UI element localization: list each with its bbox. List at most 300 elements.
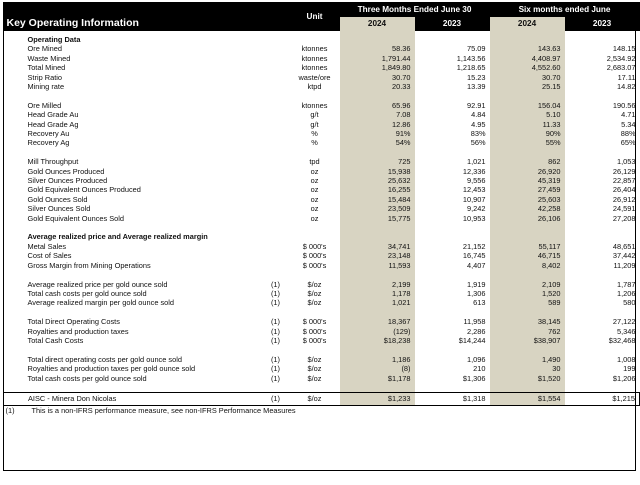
row-value-2: $1,520: [490, 374, 565, 383]
row-unit: ktonnes: [301, 53, 328, 63]
row-value-1: 613: [473, 298, 486, 308]
row-unit: oz: [310, 213, 319, 223]
row-value-1: 210: [473, 364, 486, 374]
row-value-0: (8): [340, 364, 415, 373]
row-value-3: 5,346: [617, 326, 636, 336]
row-value-2: $1,554: [490, 393, 565, 406]
row-value-0: 1,178: [340, 289, 415, 298]
spacer-cell: [340, 270, 415, 279]
row-value-3: 190.56: [612, 100, 636, 110]
spacer-cell: [290, 383, 340, 393]
spacer-cell: [565, 383, 640, 393]
row-unit: ktonnes: [301, 100, 328, 110]
row-label: Ore Milled: [27, 100, 62, 110]
spacer-cell: [290, 232, 340, 241]
year-header-h-2023: 2023: [565, 17, 640, 31]
table-row: [4, 63, 640, 72]
footnote-row: [4, 406, 640, 417]
row-label: Recovery Ag: [27, 138, 70, 148]
row-label: AISC - Minera Don Nicolas: [4, 393, 262, 406]
row-note: (1): [270, 288, 281, 298]
row-unit: $/oz: [307, 279, 322, 289]
header-row-periods: [4, 2, 640, 17]
row-value-1: 4,407: [467, 260, 486, 270]
three-months-header: Three Months Ended June 30: [340, 2, 490, 17]
row-value-3: $1,215: [565, 393, 640, 406]
spacer-cell: [340, 91, 415, 100]
row-unit: ktonnes: [301, 63, 328, 73]
row-unit: $ 000's: [302, 260, 327, 270]
spacer-cell: [415, 91, 490, 100]
row-note: (1): [270, 373, 281, 383]
row-value-2: 42,258: [490, 204, 565, 213]
row-value-2: 2,109: [490, 280, 565, 289]
row-value-3: 26,404: [612, 185, 636, 195]
table-row: [4, 242, 640, 251]
row-value-1: 1,306: [467, 288, 486, 298]
row-note: [262, 120, 290, 129]
spacer-cell: [262, 383, 290, 393]
row-unit: $/oz: [307, 364, 322, 374]
row-value-0: 18,367: [340, 317, 415, 326]
row-value-2: 156.04: [490, 101, 565, 110]
row-value-1: 13.39: [467, 82, 486, 92]
header-note-spacer-2: [262, 17, 290, 31]
row-note: [262, 185, 290, 194]
spacer-cell: [290, 91, 340, 100]
table-row: [4, 336, 640, 345]
row-value-2: 4,408.97: [490, 54, 565, 63]
row-note: (1): [270, 279, 281, 289]
row-unit: $/oz: [307, 373, 322, 383]
table-row: [4, 317, 640, 326]
row-label: Mill Throughput: [27, 157, 79, 167]
row-value-1: 12,453: [462, 185, 486, 195]
spacer-cell: [415, 35, 490, 44]
row-label: Ore Mined: [27, 44, 63, 54]
row-value-1: 16,745: [462, 251, 486, 261]
spacer-cell: [262, 35, 290, 44]
spacer-cell: [415, 270, 490, 279]
row-unit: $ 000's: [302, 335, 327, 345]
row-value-1: 83%: [470, 129, 486, 139]
row-value-1: $1,306: [462, 373, 486, 383]
row-value-1: 1,096: [467, 354, 486, 364]
table-title: Key Operating Information: [4, 2, 262, 31]
row-label: Gold Equivalent Ounces Produced: [27, 185, 141, 195]
row-value-0: 12.86: [340, 120, 415, 129]
row-value-3: 37,442: [612, 251, 636, 261]
row-label: Total Direct Operating Costs: [27, 317, 120, 327]
row-value-2: 26,920: [490, 167, 565, 176]
table-row: [4, 289, 640, 298]
table-row: [4, 73, 640, 82]
row-note: [262, 261, 290, 270]
section-title: Average realized price and Average realized margin: [27, 232, 208, 242]
row-label: Royalties and production taxes: [27, 326, 129, 336]
footnote-text-inner: This is a non-IFRS performance measure, see non-IFRS Performance Measures: [31, 406, 296, 416]
row-value-2: 90%: [490, 129, 565, 138]
row-note: [262, 195, 290, 204]
spacer-cell: [565, 232, 640, 241]
table-row: [4, 120, 640, 129]
row-label: Total cash costs per gold ounce sold: [27, 288, 147, 298]
row-label: Mining rate: [27, 82, 65, 92]
row-value-2: 45,319: [490, 176, 565, 185]
row-value-0: 25,632: [340, 176, 415, 185]
row-value-2: 143.63: [490, 44, 565, 53]
section-title-row: [4, 232, 640, 241]
row-note: [262, 73, 290, 82]
spacer-cell: [262, 223, 290, 232]
row-note: [262, 54, 290, 63]
row-value-0: 20.33: [340, 82, 415, 91]
row-label: Gold Ounces Sold: [27, 194, 88, 204]
spacer-cell: [340, 383, 415, 393]
row-value-1: 10,953: [462, 213, 486, 223]
row-value-0: 30.70: [340, 73, 415, 82]
row-value-2: 27,459: [490, 185, 565, 194]
spacer-row: [4, 270, 640, 279]
row-value-1: 15.23: [467, 72, 486, 82]
row-value-3: 1,206: [617, 288, 636, 298]
table-row: [4, 261, 640, 270]
row-value-1: 1,919: [467, 279, 486, 289]
year-header-q-2024: 2024: [340, 17, 415, 31]
row-value-1: 56%: [470, 138, 486, 148]
row-value-0: 58.36: [340, 44, 415, 53]
spacer-cell: [262, 345, 290, 354]
table-row: [4, 44, 640, 53]
row-value-0: 23,148: [340, 251, 415, 260]
row-value-0: 1,791.44: [340, 54, 415, 63]
spacer-row: [4, 308, 640, 317]
row-value-1: 1,021: [467, 157, 486, 167]
row-unit: $ 000's: [302, 317, 327, 327]
spacer-cell: [565, 270, 640, 279]
year-header-h-2024: 2024: [490, 17, 565, 31]
row-note: [262, 242, 290, 251]
row-value-3: 1,008: [617, 354, 636, 364]
key-operating-information-table: [3, 2, 640, 416]
spacer-cell: [262, 308, 290, 317]
spacer-cell: [490, 148, 565, 157]
row-note: (1): [270, 354, 281, 364]
spacer-cell: [4, 91, 262, 100]
row-unit: $ 000's: [302, 326, 327, 336]
row-note: (1): [270, 317, 281, 327]
row-value-2: 1,490: [490, 355, 565, 364]
row-label: Waste Mined: [27, 53, 71, 63]
table-row: [4, 374, 640, 383]
row-value-3: 148.15: [612, 44, 636, 54]
row-value-0: 1,186: [340, 355, 415, 364]
row-value-3: 14.82: [617, 82, 636, 92]
spacer-cell: [4, 308, 262, 317]
spacer-row: [4, 383, 640, 393]
spacer-cell: [262, 270, 290, 279]
spacer-cell: [340, 35, 415, 44]
header-note-spacer: [262, 2, 290, 17]
spacer-cell: [290, 270, 340, 279]
row-note: [262, 129, 290, 138]
year-header-q-2023: 2023: [415, 17, 490, 31]
row-unit: ktpd: [307, 82, 322, 92]
row-note: [262, 138, 290, 147]
row-value-0: 23,509: [340, 204, 415, 213]
row-label: Cost of Sales: [27, 251, 72, 261]
row-label: Total Cash Costs: [27, 335, 84, 345]
row-label: Head Grade Ag: [27, 119, 79, 129]
row-value-3: 22,857: [612, 176, 636, 186]
row-note: [262, 63, 290, 72]
spacer-cell: [565, 223, 640, 232]
table-row: [4, 298, 640, 307]
spacer-cell: [340, 308, 415, 317]
table-row: [4, 138, 640, 147]
spacer-cell: [415, 232, 490, 241]
six-months-header: Six months ended June: [490, 2, 640, 17]
row-note: [262, 82, 290, 91]
spacer-cell: [565, 35, 640, 44]
row-value-2: 26,106: [490, 214, 565, 223]
table-row: [4, 214, 640, 223]
spacer-row: [4, 148, 640, 157]
spacer-cell: [415, 383, 490, 393]
spacer-row: [4, 223, 640, 232]
row-note: [262, 110, 290, 119]
row-note: [262, 176, 290, 185]
spacer-cell: [415, 148, 490, 157]
spacer-cell: [262, 148, 290, 157]
row-unit: $/oz: [307, 354, 322, 364]
spacer-cell: [490, 223, 565, 232]
spacer-cell: [340, 232, 415, 241]
row-value-3: $32,468: [608, 335, 636, 345]
row-value-1: 21,152: [462, 241, 486, 251]
row-value-3: 17.11: [617, 72, 636, 82]
row-unit: oz: [310, 185, 319, 195]
row-value-3: 27,208: [612, 213, 636, 223]
row-note: (1): [270, 326, 281, 336]
row-value-2: 4,552.60: [490, 63, 565, 72]
spacer-cell: [490, 91, 565, 100]
table-row: [4, 204, 640, 213]
row-unit: oz: [310, 194, 319, 204]
row-note: (1): [262, 393, 290, 406]
table-row: [4, 355, 640, 364]
row-value-1: $1,318: [415, 393, 490, 406]
spacer-cell: [290, 308, 340, 317]
aisc-row: [4, 393, 640, 406]
spacer-cell: [340, 345, 415, 354]
row-label: Metal Sales: [27, 241, 67, 251]
row-unit: $/oz: [307, 288, 322, 298]
table-row: [4, 176, 640, 185]
row-value-2: 55%: [490, 138, 565, 147]
row-value-0: $1,233: [340, 393, 415, 406]
spacer-cell: [490, 35, 565, 44]
row-label: Total direct operating costs per gold ounce sold: [27, 354, 182, 364]
spacer-row: [4, 345, 640, 354]
row-value-0: 65.96: [340, 101, 415, 110]
unit-header: Unit: [290, 2, 340, 31]
row-label: Strip Ratio: [27, 72, 63, 82]
row-value-3: 2,683.07: [606, 63, 636, 73]
spacer-cell: [415, 345, 490, 354]
row-value-0: 16,255: [340, 185, 415, 194]
spacer-cell: [490, 308, 565, 317]
table-row: [4, 54, 640, 63]
row-value-0: (129): [340, 327, 415, 336]
row-value-2: 862: [490, 157, 565, 166]
row-value-2: 38,145: [490, 317, 565, 326]
spacer-cell: [340, 223, 415, 232]
spacer-cell: [490, 270, 565, 279]
row-note: (1): [270, 364, 281, 374]
row-value-3: 11,209: [613, 260, 636, 270]
spacer-cell: [490, 345, 565, 354]
row-unit: tpd: [309, 157, 320, 167]
row-value-0: 2,199: [340, 280, 415, 289]
footnote-marker: (1): [5, 406, 15, 416]
table-row: [4, 101, 640, 110]
row-value-1: 92.91: [467, 100, 486, 110]
row-label: Total cash costs per gold ounce sold: [27, 373, 147, 383]
table-row: [4, 167, 640, 176]
row-unit: g/t: [310, 110, 319, 120]
row-value-0: 725: [340, 157, 415, 166]
row-value-0: 54%: [340, 138, 415, 147]
spacer-cell: [262, 91, 290, 100]
table-row: [4, 280, 640, 289]
row-note: [262, 157, 290, 166]
row-value-0: 15,775: [340, 214, 415, 223]
row-value-2: 25.15: [490, 82, 565, 91]
row-note: (1): [270, 298, 281, 308]
table-row: [4, 157, 640, 166]
row-value-1: 4.95: [471, 119, 486, 129]
row-unit: oz: [310, 166, 319, 176]
row-value-2: $38,907: [490, 336, 565, 345]
row-value-2: 8,402: [490, 261, 565, 270]
spacer-cell: [415, 308, 490, 317]
row-value-3: 27,122: [612, 317, 636, 327]
row-value-0: 91%: [340, 129, 415, 138]
row-value-3: $1,206: [612, 373, 636, 383]
row-value-0: 1,849.80: [340, 63, 415, 72]
spacer-cell: [4, 148, 262, 157]
row-value-0: $1,178: [340, 374, 415, 383]
row-value-1: 9,556: [467, 176, 486, 186]
spacer-cell: [290, 345, 340, 354]
row-label: Recovery Au: [27, 129, 70, 139]
row-value-0: 11,593: [340, 261, 415, 270]
row-label: Average realized margin per gold ounce sold: [27, 298, 175, 308]
spacer-cell: [4, 345, 262, 354]
row-note: [262, 251, 290, 260]
row-value-2: 55,117: [490, 242, 565, 251]
row-value-2: 1,520: [490, 289, 565, 298]
spacer-cell: [490, 232, 565, 241]
row-value-1: 4.84: [471, 110, 486, 120]
row-value-3: 24,591: [612, 204, 636, 214]
row-label: Gold Equivalent Ounces Sold: [27, 213, 125, 223]
spacer-cell: [490, 383, 565, 393]
row-value-1: $14,244: [458, 335, 486, 345]
row-unit: $ 000's: [302, 241, 327, 251]
row-value-3: 580: [623, 298, 636, 308]
row-value-0: 34,741: [340, 242, 415, 251]
section-title-row: [4, 35, 640, 44]
row-unit: oz: [310, 176, 319, 186]
spacer-cell: [4, 383, 262, 393]
spacer-cell: [262, 232, 290, 241]
row-value-2: 25,603: [490, 195, 565, 204]
row-value-0: 15,938: [340, 167, 415, 176]
row-label: Silver Ounces Sold: [27, 204, 91, 214]
spacer-row: [4, 91, 640, 100]
row-note: [262, 214, 290, 223]
row-value-1: 9,242: [467, 204, 486, 214]
spacer-cell: [565, 308, 640, 317]
spacer-cell: [415, 223, 490, 232]
row-value-0: $18,238: [340, 336, 415, 345]
row-note: [262, 204, 290, 213]
row-value-1: 12,336: [462, 166, 486, 176]
row-value-3: 2,534.92: [606, 53, 636, 63]
row-value-2: 30: [490, 364, 565, 373]
spacer-cell: [290, 223, 340, 232]
row-label: Royalties and production taxes per gold ounce sold: [27, 364, 196, 374]
spacer-cell: [565, 148, 640, 157]
row-value-1: 10,907: [462, 194, 486, 204]
row-value-0: 7.08: [340, 110, 415, 119]
row-label: Head Grade Au: [27, 110, 79, 120]
spacer-cell: [4, 223, 262, 232]
row-value-2: 46,715: [490, 251, 565, 260]
row-note: [262, 167, 290, 176]
row-value-3: 199: [623, 364, 636, 374]
row-value-1: 2,286: [467, 326, 486, 336]
row-value-2: 589: [490, 298, 565, 307]
table-row: [4, 185, 640, 194]
row-unit: oz: [310, 204, 319, 214]
row-note: [262, 101, 290, 110]
row-value-3: 26,912: [612, 194, 636, 204]
row-unit: $/oz: [307, 298, 322, 308]
table-row: [4, 195, 640, 204]
row-value-3: 4.71: [621, 110, 636, 120]
section-title: Operating Data: [27, 35, 81, 44]
row-value-3: 26,129: [612, 166, 636, 176]
row-label: Total Mined: [27, 63, 66, 73]
row-value-0: 15,484: [340, 195, 415, 204]
spacer-cell: [565, 345, 640, 354]
table-row: [4, 364, 640, 373]
row-unit: $/oz: [290, 393, 340, 406]
table-row: [4, 110, 640, 119]
spacer-cell: [290, 148, 340, 157]
row-unit: g/t: [310, 119, 319, 129]
row-unit: %: [311, 138, 318, 148]
row-value-1: 1,218.65: [456, 63, 486, 73]
row-value-3: 65%: [620, 138, 636, 148]
table-row: [4, 129, 640, 138]
spacer-cell: [4, 270, 262, 279]
row-value-2: 5.10: [490, 110, 565, 119]
row-value-1: 1,143.56: [456, 53, 486, 63]
